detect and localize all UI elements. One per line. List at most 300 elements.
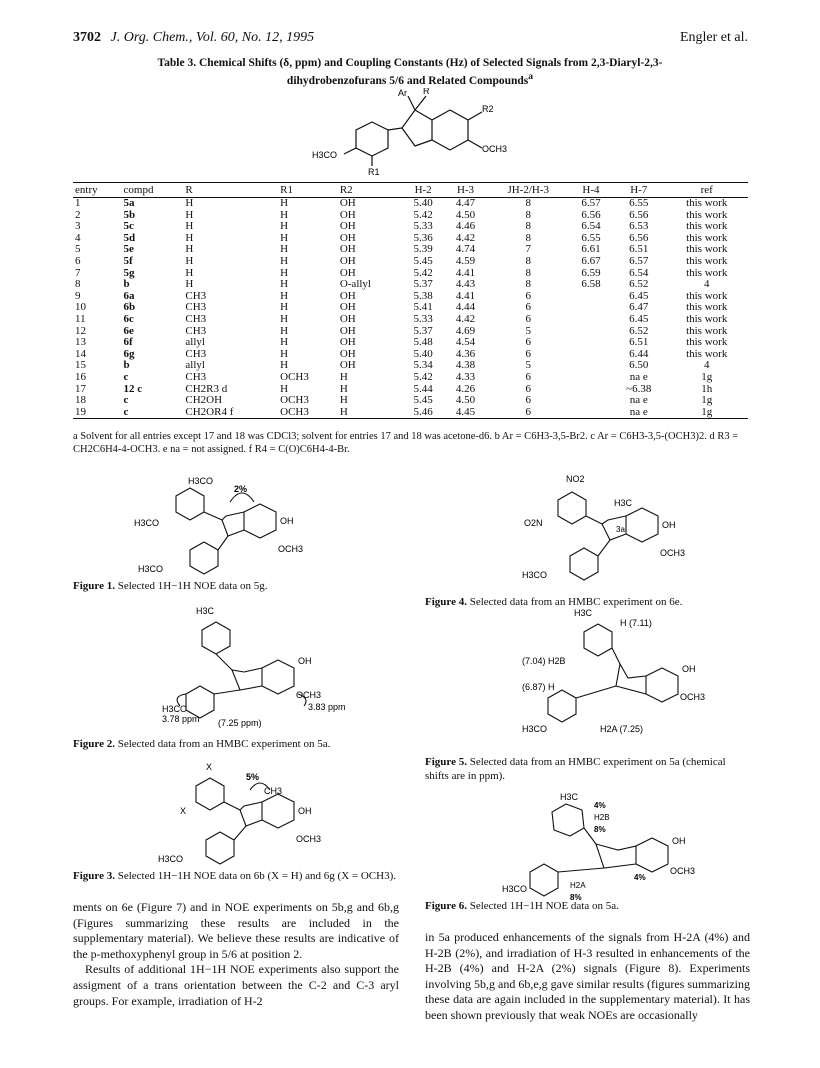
table-cell: 6.47 <box>629 301 649 314</box>
body-left-para-2: Results of additional 1H−1H NOE experiments also support the assigment of a trans orientation between the C-2 and C-3 aryl groups. For example, irradiation of H-2 <box>73 962 399 1008</box>
table-cell: 8 <box>525 220 531 233</box>
f5-och3: OCH3 <box>680 692 706 702</box>
figure-1-structure <box>130 474 340 578</box>
table-cell <box>570 407 612 419</box>
table-cell: 4.45 <box>444 407 486 419</box>
table-cell: 6.54 <box>629 266 649 279</box>
f3-x-left: X <box>180 806 187 816</box>
figure-2-structure <box>160 604 370 730</box>
table-cell <box>570 326 612 338</box>
f1-h3co-top: H3CO <box>188 476 214 486</box>
table-cell: 6.54 <box>581 220 601 233</box>
table-cell: 4 <box>703 278 710 291</box>
table-cell: 6a <box>123 289 135 302</box>
label-r: R <box>423 88 430 96</box>
table-cell: 14 <box>75 347 86 360</box>
table-cell: H <box>280 197 289 209</box>
table-cell: 5.39 <box>413 243 433 256</box>
f6-noe-8b: 8% <box>570 893 582 902</box>
table-cell: 8 <box>525 254 531 267</box>
table-cell: this work <box>686 312 728 325</box>
table-cell: 9 <box>75 289 81 302</box>
table-cell: CH3 <box>185 289 207 302</box>
f2-och3: OCH3 <box>296 690 322 700</box>
f1-och3: OCH3 <box>278 544 304 554</box>
table-cell: this work <box>686 324 728 337</box>
table-cell: 6.52 <box>629 324 649 337</box>
table-cell: 5.44 <box>413 382 433 395</box>
table-cell: 8 <box>525 278 531 291</box>
f2-ppm-725: (7.25 ppm) <box>218 718 262 728</box>
f2-ppm-378: 3.78 ppm <box>162 714 200 724</box>
table-cell: allyl <box>185 336 205 349</box>
col-compd: compd <box>122 183 184 198</box>
table-cell: H <box>185 278 194 291</box>
figure-2-text: Selected data from an HMBC experiment on 5a. <box>117 738 331 750</box>
label-ar: Ar <box>398 88 407 98</box>
table-cell: OH <box>339 312 356 325</box>
table-cell: this work <box>686 197 728 209</box>
table-cell: 6.50 <box>629 359 649 372</box>
structure-scheme <box>310 88 530 176</box>
label-r2: R2 <box>482 104 494 114</box>
table-cell: 6 <box>525 301 531 314</box>
f2-h3c: H3C <box>196 606 215 616</box>
f5-h711: H (7.11) <box>620 618 652 628</box>
col-ref: ref <box>665 183 748 198</box>
table-cell: 5b <box>123 208 136 221</box>
figure-5-label: Figure 5. <box>425 756 467 768</box>
f6-oh: OH <box>672 836 686 846</box>
running-header <box>73 30 748 48</box>
table-row <box>73 407 748 419</box>
table-cell: 4.41 <box>455 289 476 302</box>
table-cell: OH <box>339 243 356 256</box>
figure-1-label: Figure 1. <box>73 580 115 592</box>
table-cell: 5 <box>525 324 531 337</box>
f6-h2b: H2B <box>594 813 610 822</box>
table-cell: H <box>280 301 289 314</box>
table-cell: 5.37 <box>413 324 433 337</box>
table-cell: 6.67 <box>581 254 601 267</box>
table-cell: H <box>280 254 289 267</box>
figure-4-label: Figure 4. <box>425 596 467 608</box>
table-cell: 6 <box>525 336 531 349</box>
table-row <box>73 395 748 407</box>
table-cell: 4.33 <box>455 370 476 383</box>
table-cell: H <box>185 197 194 209</box>
table-cell: 5.40 <box>413 197 433 209</box>
table-cell: H <box>280 289 289 302</box>
table-cell: 4.50 <box>455 208 476 221</box>
table-cell: 4.44 <box>455 301 476 314</box>
table-cell <box>570 372 612 384</box>
table-cell: this work <box>686 347 728 360</box>
table-cell: 8 <box>525 231 531 244</box>
f3-noe-percent: 5% <box>246 772 260 782</box>
f4-no2: NO2 <box>566 474 585 484</box>
table-cell: H <box>280 359 289 372</box>
table-cell: ~6.38 <box>626 382 652 395</box>
journal-citation: J. Org. Chem., Vol. 60, No. 12, 1995 <box>110 30 315 45</box>
table-cell: this work <box>686 243 728 256</box>
figure-2-label: Figure 2. <box>73 738 115 750</box>
table-cell: H <box>280 336 289 349</box>
table-cell: H <box>280 324 289 337</box>
body-right-column <box>425 930 750 1024</box>
table-cell: OH <box>339 301 356 314</box>
f5-h3co: H3CO <box>522 724 548 734</box>
f1-oh: OH <box>280 516 294 526</box>
table-cell: 6 <box>525 347 531 360</box>
table-cell: 6.55 <box>581 231 601 244</box>
table-cell: CH3 <box>185 301 207 314</box>
table-cell: 6 <box>525 289 531 302</box>
f6-h3co: H3CO <box>502 884 528 894</box>
table-cell: 1g <box>701 370 713 383</box>
table-cell: 6b <box>123 301 136 314</box>
f3-oh: OH <box>298 806 312 816</box>
table-cell: 6 <box>525 370 531 383</box>
table-cell: CH3 <box>185 324 207 337</box>
body-left-column <box>73 900 399 1009</box>
table-cell: CH3 <box>185 312 207 325</box>
figure-3-caption <box>73 870 403 884</box>
table-cell: 2 <box>75 208 81 221</box>
table-cell: 4.43 <box>455 278 476 291</box>
table-cell: 5d <box>123 231 136 244</box>
table-row <box>73 279 748 291</box>
table-cell: 5.45 <box>413 394 433 407</box>
table-cell: 5g <box>123 266 135 279</box>
table-cell: c <box>123 370 129 383</box>
table-cell <box>570 314 612 326</box>
table-cell <box>570 384 612 396</box>
table-cell: 5.42 <box>413 266 433 279</box>
f6-h3c: H3C <box>560 792 579 802</box>
f3-h3co: H3CO <box>158 854 184 864</box>
table-cell: 6.61 <box>581 243 601 256</box>
table-cell: this work <box>686 220 728 233</box>
table-cell: 6 <box>487 407 570 419</box>
table-cell: H <box>185 220 194 233</box>
table-cell: 4.59 <box>455 254 476 267</box>
f2-h3co: H3CO <box>162 704 188 714</box>
table-cell: 4 <box>75 231 81 244</box>
table-cell: this work <box>686 231 728 244</box>
table-cell: 1 <box>75 197 81 209</box>
table-cell: H <box>280 347 289 360</box>
table-cell: 18 <box>75 394 86 407</box>
f3-och3: OCH3 <box>296 834 322 844</box>
table-cell: 6 <box>75 254 81 267</box>
figure-1-caption <box>73 580 393 594</box>
label-och3: OCH3 <box>482 144 508 154</box>
table-cell: H <box>280 266 289 279</box>
col-h4: H-4 <box>570 183 612 198</box>
table-cell: 5 <box>525 359 531 372</box>
table-cell: OH <box>339 266 356 279</box>
table-cell <box>570 337 612 349</box>
table-cell: 8 <box>75 278 81 291</box>
table-cell: 8 <box>525 197 531 209</box>
table-cell: this work <box>686 289 728 302</box>
table-cell: 8 <box>525 266 531 279</box>
table-cell: 5.37 <box>413 278 433 291</box>
table-cell: 6g <box>123 347 135 360</box>
table-cell: H <box>339 382 348 395</box>
table-cell: 13 <box>75 336 86 349</box>
f5-h3c: H3C <box>574 608 593 618</box>
table-cell: OH <box>339 289 356 302</box>
table-cell: 6.59 <box>581 266 601 279</box>
table-cell: 6 <box>525 394 531 407</box>
table-cell: 6.57 <box>629 254 649 267</box>
table-cell: 4.50 <box>455 394 476 407</box>
table-row <box>73 198 748 210</box>
table-cell: OH <box>339 231 356 244</box>
table-cell: 7 <box>525 243 531 256</box>
table-cell: H <box>280 278 289 291</box>
table-cell: this work <box>686 336 728 349</box>
nmr-data-table <box>73 182 748 419</box>
table-cell: OH <box>339 336 356 349</box>
table-cell <box>570 302 612 314</box>
figure-3-structure <box>150 760 350 866</box>
table-caption-text: Table 3. Chemical Shifts (δ, ppm) and Coupling Constants (Hz) of Selected Signals from 2,3-Diaryl-2,3-dihydrobenzofurans 5/6 and Related Compounds <box>157 57 663 87</box>
table-row <box>73 256 748 268</box>
table-footnote: a Solvent for all entries except 17 and 18 was CDCl3; solvent for entries 17 and 18 was acetone-d6. b Ar = C6H3-3,5-Br2. c Ar = C6H3-3,5-(OCH3)2. d R3 = CH2C6H4-4-OCH3. e na = not assigned. f R4 = C(O)C6H4-4-Br. <box>73 431 739 455</box>
f6-noe-8a: 8% <box>594 825 606 834</box>
table-cell: 5.42 <box>413 208 433 221</box>
table-cell: na e <box>612 407 665 419</box>
page-number: 3702 <box>73 30 101 45</box>
table-caption <box>120 56 700 88</box>
table-cell: 1g <box>701 394 713 407</box>
table-cell: H <box>280 231 289 244</box>
figure-6-text: Selected 1H−1H NOE data on 5a. <box>469 900 619 912</box>
f4-oh: OH <box>662 520 676 530</box>
table-cell: 5.41 <box>413 301 433 314</box>
label-r1: R1 <box>368 167 380 176</box>
table-cell: 5.45 <box>413 254 433 267</box>
table-cell: 19 <box>73 407 122 419</box>
table-cell: H <box>185 254 194 267</box>
table-cell: 4.47 <box>455 197 476 209</box>
caption-footnote-mark: a <box>528 71 534 82</box>
table-cell: 5a <box>123 197 135 209</box>
f4-h3co: H3CO <box>522 570 548 580</box>
f6-noe-4a: 4% <box>594 801 606 810</box>
table-cell: 6.52 <box>629 278 649 291</box>
table-cell: 12 c <box>123 382 143 395</box>
table-cell: OH <box>339 197 356 209</box>
table-cell: 11 <box>75 312 86 325</box>
table-cell: 5f <box>123 254 133 267</box>
table-cell: 12 <box>75 324 86 337</box>
table-cell: 6f <box>123 336 133 349</box>
table-cell: 4.46 <box>455 220 476 233</box>
table-cell: OH <box>339 208 356 221</box>
table-cell: 5e <box>123 243 134 256</box>
table-cell <box>570 360 612 372</box>
table-cell: 6.55 <box>629 197 649 209</box>
table-cell: H <box>185 208 194 221</box>
table-cell: H <box>338 407 402 419</box>
table-cell: 6.45 <box>629 289 649 302</box>
table-cell: 6.56 <box>581 208 601 221</box>
figure-2-caption <box>73 738 403 752</box>
f4-3a: 3a <box>616 525 625 534</box>
f4-h3c: H3C <box>614 498 633 508</box>
table-cell: 4.42 <box>455 231 476 244</box>
table-cell: 5.40 <box>413 347 433 360</box>
f2-ppm-383: 3.83 ppm <box>308 702 346 712</box>
table-cell: 5.34 <box>413 359 433 372</box>
table-cell: 5 <box>75 243 81 256</box>
table-cell: b <box>123 278 130 291</box>
figure-5-caption <box>425 756 750 783</box>
f1-h3co-left: H3CO <box>134 518 160 528</box>
table-cell: OH <box>339 254 356 267</box>
table-cell <box>570 291 612 303</box>
table-cell: c <box>122 407 184 419</box>
body-right-para: in 5a produced enhancements of the signals from H-2A (4%) and H-2B (2%), and irradiation of H-3 resulted in enhancements of the H-2B (4%) and H-2A (2%) signals (Figure 8). Experiments involving 5b,g and 6b,e,g gave similar results (figures summarizing these data are again included in the supplementary material). It has been shown previously that weak NOEs are occasionally <box>425 930 750 1022</box>
col-j: JH-2/H-3 <box>487 183 570 198</box>
figure-5-structure <box>520 606 730 744</box>
table-cell: 5.42 <box>413 370 433 383</box>
col-h7: H-7 <box>612 183 665 198</box>
table-cell: 6.57 <box>581 197 601 209</box>
table-cell: 3 <box>75 220 81 233</box>
table-cell: H <box>185 266 194 279</box>
table-cell: 6.53 <box>629 220 649 233</box>
col-h3: H-3 <box>444 183 486 198</box>
table-cell: 6.58 <box>581 278 601 291</box>
table-cell: this work <box>686 266 728 279</box>
table-cell: 4.38 <box>455 359 476 372</box>
f6-och3: OCH3 <box>670 866 696 876</box>
table-cell: H <box>339 370 348 383</box>
table-cell: 4.69 <box>455 324 476 337</box>
f1-h3co-bottom: H3CO <box>138 564 164 574</box>
table-cell: 6 <box>525 382 531 395</box>
table-cell: 5c <box>123 220 134 233</box>
col-r1: R1 <box>278 183 338 198</box>
table-cell: 15 <box>75 359 86 372</box>
table-cell: 5.46 <box>402 407 444 419</box>
table-cell: this work <box>686 208 728 221</box>
table-cell: CH3 <box>185 347 207 360</box>
figure-1-text: Selected 1H−1H NOE data on 5g. <box>117 580 268 592</box>
table-cell: CH2OH <box>185 394 223 407</box>
col-entry: entry <box>73 183 122 198</box>
table-cell: H <box>280 382 289 395</box>
table-cell: b <box>123 359 130 372</box>
f3-ch3: CH3 <box>264 786 283 796</box>
figure-6-structure <box>500 792 730 902</box>
table-cell: na e <box>629 394 648 407</box>
col-r: R <box>183 183 278 198</box>
table-cell: OH <box>339 359 356 372</box>
table-cell: 5.33 <box>413 312 433 325</box>
table-cell: 6.45 <box>629 312 649 325</box>
table-cell: 4.36 <box>455 347 476 360</box>
table-cell: 6c <box>123 312 134 325</box>
table-cell: CH2OR4 f <box>183 407 278 419</box>
f4-o2n: O2N <box>524 518 543 528</box>
f5-h687: (6.87) H <box>522 682 555 692</box>
figure-5-text: Selected data from an HMBC experiment on 5a (chemical shifts are in ppm). <box>425 756 726 782</box>
table-cell: 4.26 <box>455 382 476 395</box>
table-cell: 10 <box>75 301 86 314</box>
figure-4-text: Selected data from an HMBC experiment on 6e. <box>469 596 683 608</box>
f3-x-top: X <box>206 762 213 772</box>
table-cell: 4.74 <box>455 243 476 256</box>
table-cell: H <box>280 208 289 221</box>
table-cell: H <box>280 220 289 233</box>
table-cell: 6.44 <box>629 347 649 360</box>
table-cell: OH <box>339 347 356 360</box>
col-h2: H-2 <box>402 183 444 198</box>
table-cell: 4.41 <box>455 266 476 279</box>
table-cell: this work <box>686 301 728 314</box>
f5-oh: OH <box>682 664 696 674</box>
table-cell: 5.36 <box>413 231 433 244</box>
table-cell: OCH3 <box>280 394 309 407</box>
table-cell: na e <box>629 370 648 383</box>
table-cell: 4.54 <box>455 336 476 349</box>
table-cell: H <box>280 312 289 325</box>
table-cell: this work <box>686 254 728 267</box>
table-cell: 6.56 <box>629 208 649 221</box>
table-cell: 17 <box>75 382 86 395</box>
table-cell: 1g <box>665 407 748 419</box>
f2-oh: OH <box>298 656 312 666</box>
table-cell: 7 <box>75 266 81 279</box>
table-cell: 4 <box>703 359 710 372</box>
table-cell: OCH3 <box>278 407 338 419</box>
table-cell <box>570 349 612 361</box>
figure-4-structure <box>520 474 720 582</box>
figure-6-label: Figure 6. <box>425 900 467 912</box>
table-cell: H <box>339 394 348 407</box>
table-cell: 6.51 <box>629 336 649 349</box>
table-cell: CH3 <box>185 370 207 383</box>
table-cell: CH2R3 d <box>185 382 228 395</box>
col-r2: R2 <box>338 183 402 198</box>
table-cell: 5.48 <box>413 336 433 349</box>
table-cell: 6 <box>525 312 531 325</box>
table-cell: 6.56 <box>629 231 649 244</box>
table-cell: H <box>280 243 289 256</box>
f5-h704: (7.04) H2B <box>522 656 566 666</box>
table-cell: c <box>123 394 129 407</box>
table-row <box>73 337 748 349</box>
f4-och3: OCH3 <box>660 548 686 558</box>
figure-3-text: Selected 1H−1H NOE data on 6b (X = H) and 6g (X = OCH3). <box>117 870 396 882</box>
label-h3co: H3CO <box>312 150 338 160</box>
table-cell: 5.38 <box>413 289 433 302</box>
table-row <box>73 314 748 326</box>
table-cell: O-allyl <box>339 278 371 291</box>
table-cell: H <box>185 243 194 256</box>
table-cell: OH <box>339 324 356 337</box>
table-row <box>73 372 748 384</box>
figure-6-caption <box>425 900 745 914</box>
table-cell: 5.33 <box>413 220 433 233</box>
table-cell: 8 <box>525 208 531 221</box>
